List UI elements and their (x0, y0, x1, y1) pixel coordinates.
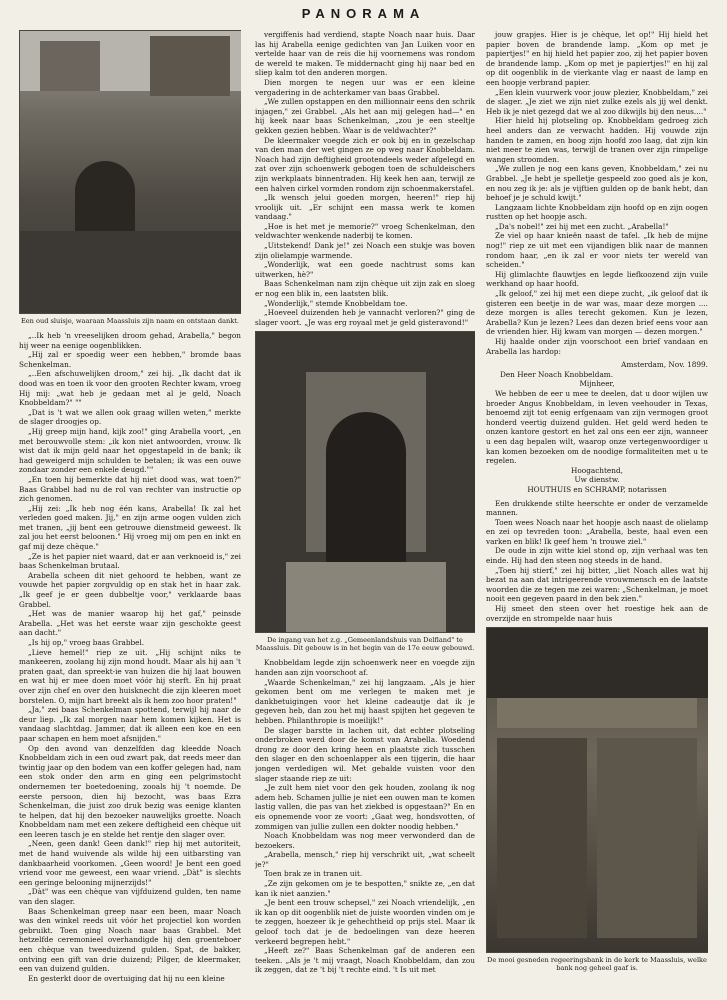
column-2 (255, 30, 475, 992)
paragraph: „Ze is het papier niet waard, dat er aan verknoeid is," zei baas Schenkelman brutaal. (19, 551, 241, 571)
letter (486, 360, 708, 494)
paragraph: „Waarde Schenkelman," zei hij langzaam. „Als je hier gekomen bent om me verlegen te maken met je dankbetuigingen voor het kleine cadeautje dat ik je gegeven heb, dan zou het mij haast spijten het gegeven te hebben. Philanthropie is moeilijk!" (255, 677, 475, 725)
paragraph: Toen wees Noach naar het hoopje asch naast de olielamp en zei op tevreden toon: „Arabella, beste, haal even een varken en blik! Ik geef hem 'n trouwe ziel." (486, 517, 708, 546)
photo-government-pew (486, 627, 708, 953)
column-1 (19, 30, 241, 992)
paragraph: Baas Schenkelman nam zijn chèque uit zijn zak en sloeg er nog een blik in, een laatsten blik. (255, 279, 475, 299)
paragraph: Noach Knobbeldam was nog meer verwonderd dan de bezoekers. (255, 831, 475, 850)
paragraph: „Ja," zei baas Schenkelman spottend, terwijl hij naar de deur liep. „Ik zal morgen naar hem komen kijken. Het is vandaag slachtdag. Jammer, dat ik alleen een koe en een paar schapen en hem moet afsnijden." (19, 705, 241, 743)
letter-salutation: Mijnheer, (579, 379, 615, 389)
paragraph: vergiffenis had verdiend, stapte Noach naar huis. Daar las hij Arabella eenige gedichten van Jan Luiken voor en vertelde haar van de reis die hij voornemens was rondom de wereld te maken. Te middernacht ging hij naar bed en sliep kalm tot den anderen morgen. (255, 30, 475, 78)
paragraph: „Uitstekend! Dank je!" zei Noach een stukje was boven zijn olielampje warmende. (255, 241, 475, 260)
paragraph: „Arabella, mensch," riep hij verschrikt uit, „wat scheelt je?" (255, 850, 475, 869)
paragraph: „Toen hij stierf," zei hij bitter, „liet Noach alles wat hij bezat na aan dat intrigeerende vrouwmensch en de laatste woorden die ze tegen me zei waren: „Schenkelman, je moet nooit een gegeven paard in den bek zien." (486, 565, 708, 604)
paragraph: „Ik wensch jelui goeden morgen, heeren!" riep hij vroolijk uit. „Er schijnt een massa werk te komen vandaag." (255, 193, 475, 222)
paragraph: De oude in zijn witte kiel stond op, zijn verhaal was ten einde. Hij had den steen nog steeds in de hand. (486, 546, 708, 566)
photo-caption: De mooi gesneden regeeringsbank in de kerk te Maassluis, welke bank nog geheel gaaf is. (487, 956, 707, 973)
paragraph: Een drukkende stilte heerschte er onder de verzamelde mannen. (486, 498, 708, 518)
paragraph: „Hoe is het met je memorie?" vroeg Schenkelman, den veldwachter wenkende naderbij te komen. (255, 221, 475, 241)
paragraph: Toen brak ze in tranen uit. (264, 869, 363, 879)
paragraph: De slager barstte in lachen uit, dat echter plotseling onderbroken werd door de komst van Arabella. Woedend drong ze door den kring heen en plaatste zich tusschen den slager en den schoenlapper als een tijgerin, die haar jongen verdedigen wil. Met gebalde vuisten voor den slager staande riep ze uit: (255, 725, 475, 783)
paragraph: „Wonderlijk, wat een goede nachtrust soms kan uitwerken, hè?" (255, 260, 475, 279)
paragraph: „We zullen opstappen en den millionnair eens den schrik injagen," zei Grabbel. „Als het aan mij gelegen had—" en hij keek naar baas Schenkelman, „zou je een steeltje gekken gezien hebben. Waar is de veldwachter?" (255, 97, 475, 135)
photo-old-sluice (19, 30, 241, 314)
paragraph: „Dàt" was een chèque van vijfduizend gulden, ten name van den slager. (19, 887, 241, 907)
paragraph: De kleermaker voegde zich er ook bij en in gezelschap van den man der wet gingen ze op weg naar Knobbeldam. Noach had zijn deftigheid grootendeels weder afgelegd en zat over zijn schoenwerk gebogen toen de schuldeischers zijn werkplaats binnentraden. Hij keek hen aan, terwijl ze een halven cirkel vormden rondom zijn schoenmakerstafel. (255, 135, 475, 193)
paragraph: „Is hij op," vroeg baas Grabbel. (28, 638, 145, 647)
photo-doorway (255, 331, 475, 633)
paragraph: „En toen hij bemerkte dat hij niet dood was, wat toen?" Baas Grabbel had nu de rol van rechter van instructie op zich genomen. (19, 474, 241, 504)
masthead: PANORAMA (301, 6, 426, 21)
paragraph: Langzaam lichte Knobbeldam zijn hoofd op en zijn oogen rustten op het hoopje asch. (486, 202, 708, 222)
letter-place-date: Amsterdam, Nov. 1899. (621, 360, 708, 370)
paragraph: „Lieve hemel!" riep ze uit. „Hij schijnt niks te mankeeren, zoolang hij zijn mond houdt. Maar als hij aan 't praten gaat, dan spreekt-ie van huizen die hij laat bouwen en wat hij er mee doen moet vóór hij sterft. En hij praat over zijn chef en over den huisknecht die zijn kleeren moet borstelen. O, mijn hart breekt als ik hem zoo hoor praten!" (19, 647, 241, 705)
paragraph: Dien morgen te negen uur was er een kleine vergadering in de achterkamer van baas Grabbel. (255, 77, 475, 97)
paragraph: „Je bent een trouw schepsel," zei Noach vriendelijk, „en ik kan op dit oogenblik niet de juiste woorden vinden om je te zeggen, hoezeer ik je gehechtheid op prijs stel. Maar ik geloof toch dat je de bedoelingen van deze heeren verkeerd begrepen hebt." (255, 898, 475, 946)
paragraph: „Ik geloof," zei hij met een diepe zucht, „ik geloof dat ik gisteren een beetje in de war was, maar deze morgen .... deze morgen is alles terecht gekomen. Kun je lezen, Arabella? Kun je lezen? Lees dan dezen brief eens voor aan de vrienden hier. Hij kwam van morgen — dezen morgen." (486, 289, 708, 337)
paragraph: „Neen, geen dank! Geen dank!" riep hij met autoriteit, met de hand wuivende als wilde hij een uitbarsting van dankbaarheid voorkomen. „Geen woord! Je bent een goed vriend voor me geweest, een waar vriend. „Dàt" is slechts een geringe belooning mijnerzijds!" (19, 839, 241, 887)
paragraph: „Heeft ze?" Baas Schenkelman gaf de anderen een teeken. „Als je 't mij vraagt, Noach Knobbeldam, dan zou ik zeggen, dat ze 't bij 't rechte eind. 't Is uit met (255, 946, 475, 975)
paragraph: „We zullen je nog een kans geven, Knobbeldam," zei nu Grabbel. „Je hebt je spelletje gespeeld zoo goed als je kon, en nou zeg ik je: als je vijftien gulden op de bank hebt, dan behoef je je schuld kwijt." (486, 164, 708, 203)
paragraph: „..Ik heb 'n vreeselijken droom gehad, Arabella," begon hij weer na eenige oogenblikken. (19, 331, 241, 350)
paragraph: „Het was de manier waarop hij het gaf," peinsde Arabella. „Het was het eerste waar zijn geschokte geest aan dacht." (19, 609, 241, 638)
letter-signature: HOUTHUIS en SCHRAMP, notarissen (527, 484, 667, 494)
letter-servant: Uw dienstw. (574, 475, 620, 485)
paragraph: „Wonderlijk," stemde Knobbeldam toe. (264, 298, 408, 308)
paragraph: „Ze zijn gekomen om je te bespotten," snikte ze, „en dat kan ik niet aanzien." (255, 879, 475, 898)
paragraph: „Een klein vuurwerk voor jouw plezier, Knobbeldam," zei de slager. „Je ziet we zijn niet zulke ezels als jij wel denkt. Heb ik je niet gezegd dat we al zoo dikwijls bij den neus...." (486, 87, 708, 116)
photo-caption: Een oud sluisje, waaraan Maassluis zijn naam en ontstaan dankt. (20, 317, 240, 325)
paragraph: Ze viel op haar knieën naast de tafel. „Ik heb de mijne nog!" riep ze uit met een vijandigen blik naar de mannen rondom haar, „en ik zal er voor niets ter wereld van scheiden." (486, 231, 708, 270)
column-3 (486, 30, 708, 992)
paragraph: „Hij greep mijn hand, kijk zoo!" ging Arabella voort, „en met berouwvolle stem: „ik kon niet antwoorden, vrouw. Ik wist dat ik mijn geld naar het opgestapeld in de bank; ik had geweigerd mijn schulden te betalen; ik was een ouwe zondaar zonder een enkele deugd."" (19, 426, 241, 475)
paragraph: En gesterkt door de overtuiging dat hij nu een kleine (28, 973, 225, 983)
letter-addressee: Den Heer Noach Knobbeldam. (500, 369, 614, 379)
letter-closing: Hoogachtend, (571, 465, 623, 475)
paragraph: Hij glimlachte flauwtjes en legde liefkoozend zijn vuile werkhand op haar hoofd. (486, 269, 708, 289)
letter-body: We hebben de eer u mee te deelen, dat u door wijlen uw broeder Angus Knobbeldam, in leven veehouder in Texas, benoemd zijt tot eenig erfgenaam van zijn vermogen groot honderd veertig duizend gulden. Het geld werd heden te onzen kantore gestort en het zal ons een eer zijn, wanneer u een dag bepalen wilt, waarop onze vertegenwoordiger u kan komen bezoeken om de noodige formaliteiten met u te regelen. (486, 388, 708, 466)
paragraph: Hij haalde onder zijn voorschoot een brief vandaan en Arabella las hardop: (486, 337, 708, 356)
paragraph: jouw grapjes. Hier is je chèque, let op!" Hij hield het papier boven de brandende lamp. „Kom op met je papiertjes!" en hij hield het papier zoo, zij het papier boven de brandende lamp. „Kom op met je papiertjes!" en hij zal op dit oogenblik in de vierkante vlag er naast de lamp en een hoopje verbrand papier. (486, 30, 708, 87)
paragraph: „Hij zal er spoedig weer een hebben," bromde baas Schenkelman. (19, 350, 241, 369)
paragraph: Knobbeldam legde zijn schoenwerk neer en voegde zijn handen aan zijn voorschoot af. (255, 658, 475, 677)
paragraph: „Hoeveel duizenden heb je vannacht verloren?" ging de slager voort. „Je was erg royaal met je geld gisteravond!" (255, 308, 475, 327)
paragraph: Arabella scheen dit niet gehoord te hebben, want ze vouwde het papier zorgvuldig op en stak het in haar zak. „Ik geef je er geen dubbeltje voor," verklaarde baas Grabbel. (19, 570, 241, 609)
paragraph: „Dat is 't wat we allen ook graag willen weten," merkte de slager droogjes op. (19, 407, 241, 427)
paragraph: Hij smeet den steen over het roestige hek aan de overzijde en strompelde naar huis (486, 604, 708, 623)
photo-caption: De ingang van het z.g. „Gemeenlandshuis van Delfland" te Maassluis. Dit gebouw is in het begin van de 17e eeuw gebouwd. (255, 636, 475, 653)
paragraph: Hier hield hij plotseling op. Knobbeldam gedroeg zich heel anders dan ze verwacht hadden. Hij vouwde zijn handen te zamen, en boog zijn hoofd zoo laag, dat zijn kin niet meer te zien was, terwijl de tranen over zijn rimpelige wangen stroomden. (486, 116, 708, 164)
paragraph: Op den avond van denzelfden dag kleedde Noach Knobbeldam zich in een oud zwart pak, dat reeds meer dan twintig jaar op den bodem van een koffer gelegen had, nam een stok onder den arm en ging een pelgrimstocht ondernemen ter boetedoening, zooals hij 't noemde. De eerste persoon, dien hij bezocht, was baas Ezra Schenkelman, die juist zoo druk bezig was eenige klanten te helpen, dat hij den bezoeker nauwelijks groette. Noach Knobbeldam nam met een zekere deftigheid een chèque uit een leeren tasch je en stelde het rentje den slager over. (19, 743, 241, 839)
paragraph: „..Een afschuwelijken droom," zei hij. „Ik dacht dat ik dood was en toen ik voor den grooten Rechter kwam, vroeg Hij mij: „wat heb je gedaan met al je geld, Noach Knobbeldam?" "" (19, 369, 241, 408)
paragraph: „Hij zei: „Ik heb nog één kans, Arabella! Ik zal het verleden goed maken. Jij," en zijn arme oogen vulden zich met tranen, „jij bent een getrouwe dienstmeid geweest. Ik zal jou het eerst beloonen." Hij vroeg mij om pen en inkt en gaf mij deze chèque." (19, 503, 241, 552)
paragraph: „Je zult hem niet voor den gek houden, zoolang ik nog adem heb. Schamen jullie je niet een ouwen man te komen lastig vallen, die pas van het ziekbed is opgestaan?" En en eis opnemende voor ze voort: „Gaat weg, hondsvotten, of zommigen van jullie zullen een dokter noodig hebben." (255, 783, 475, 831)
paragraph: „Da's nobel!" zei hij met een zucht. „Arabella!" (495, 221, 669, 231)
paragraph: Baas Schenkelman greep naar een been, maar Noach was den winkel reeds uit vóór het projectiel kon worden gebruikt. Toen ging Noach naar baas Grabbel. Met hetzelfde ceremonieel overhandigde hij den groenteboer een chèque van tweeduizend gulden. Spat, de bakker, ontving een gift van drie duizend; Pilger, de kleermaker, een van duizend gulden. (19, 906, 241, 974)
